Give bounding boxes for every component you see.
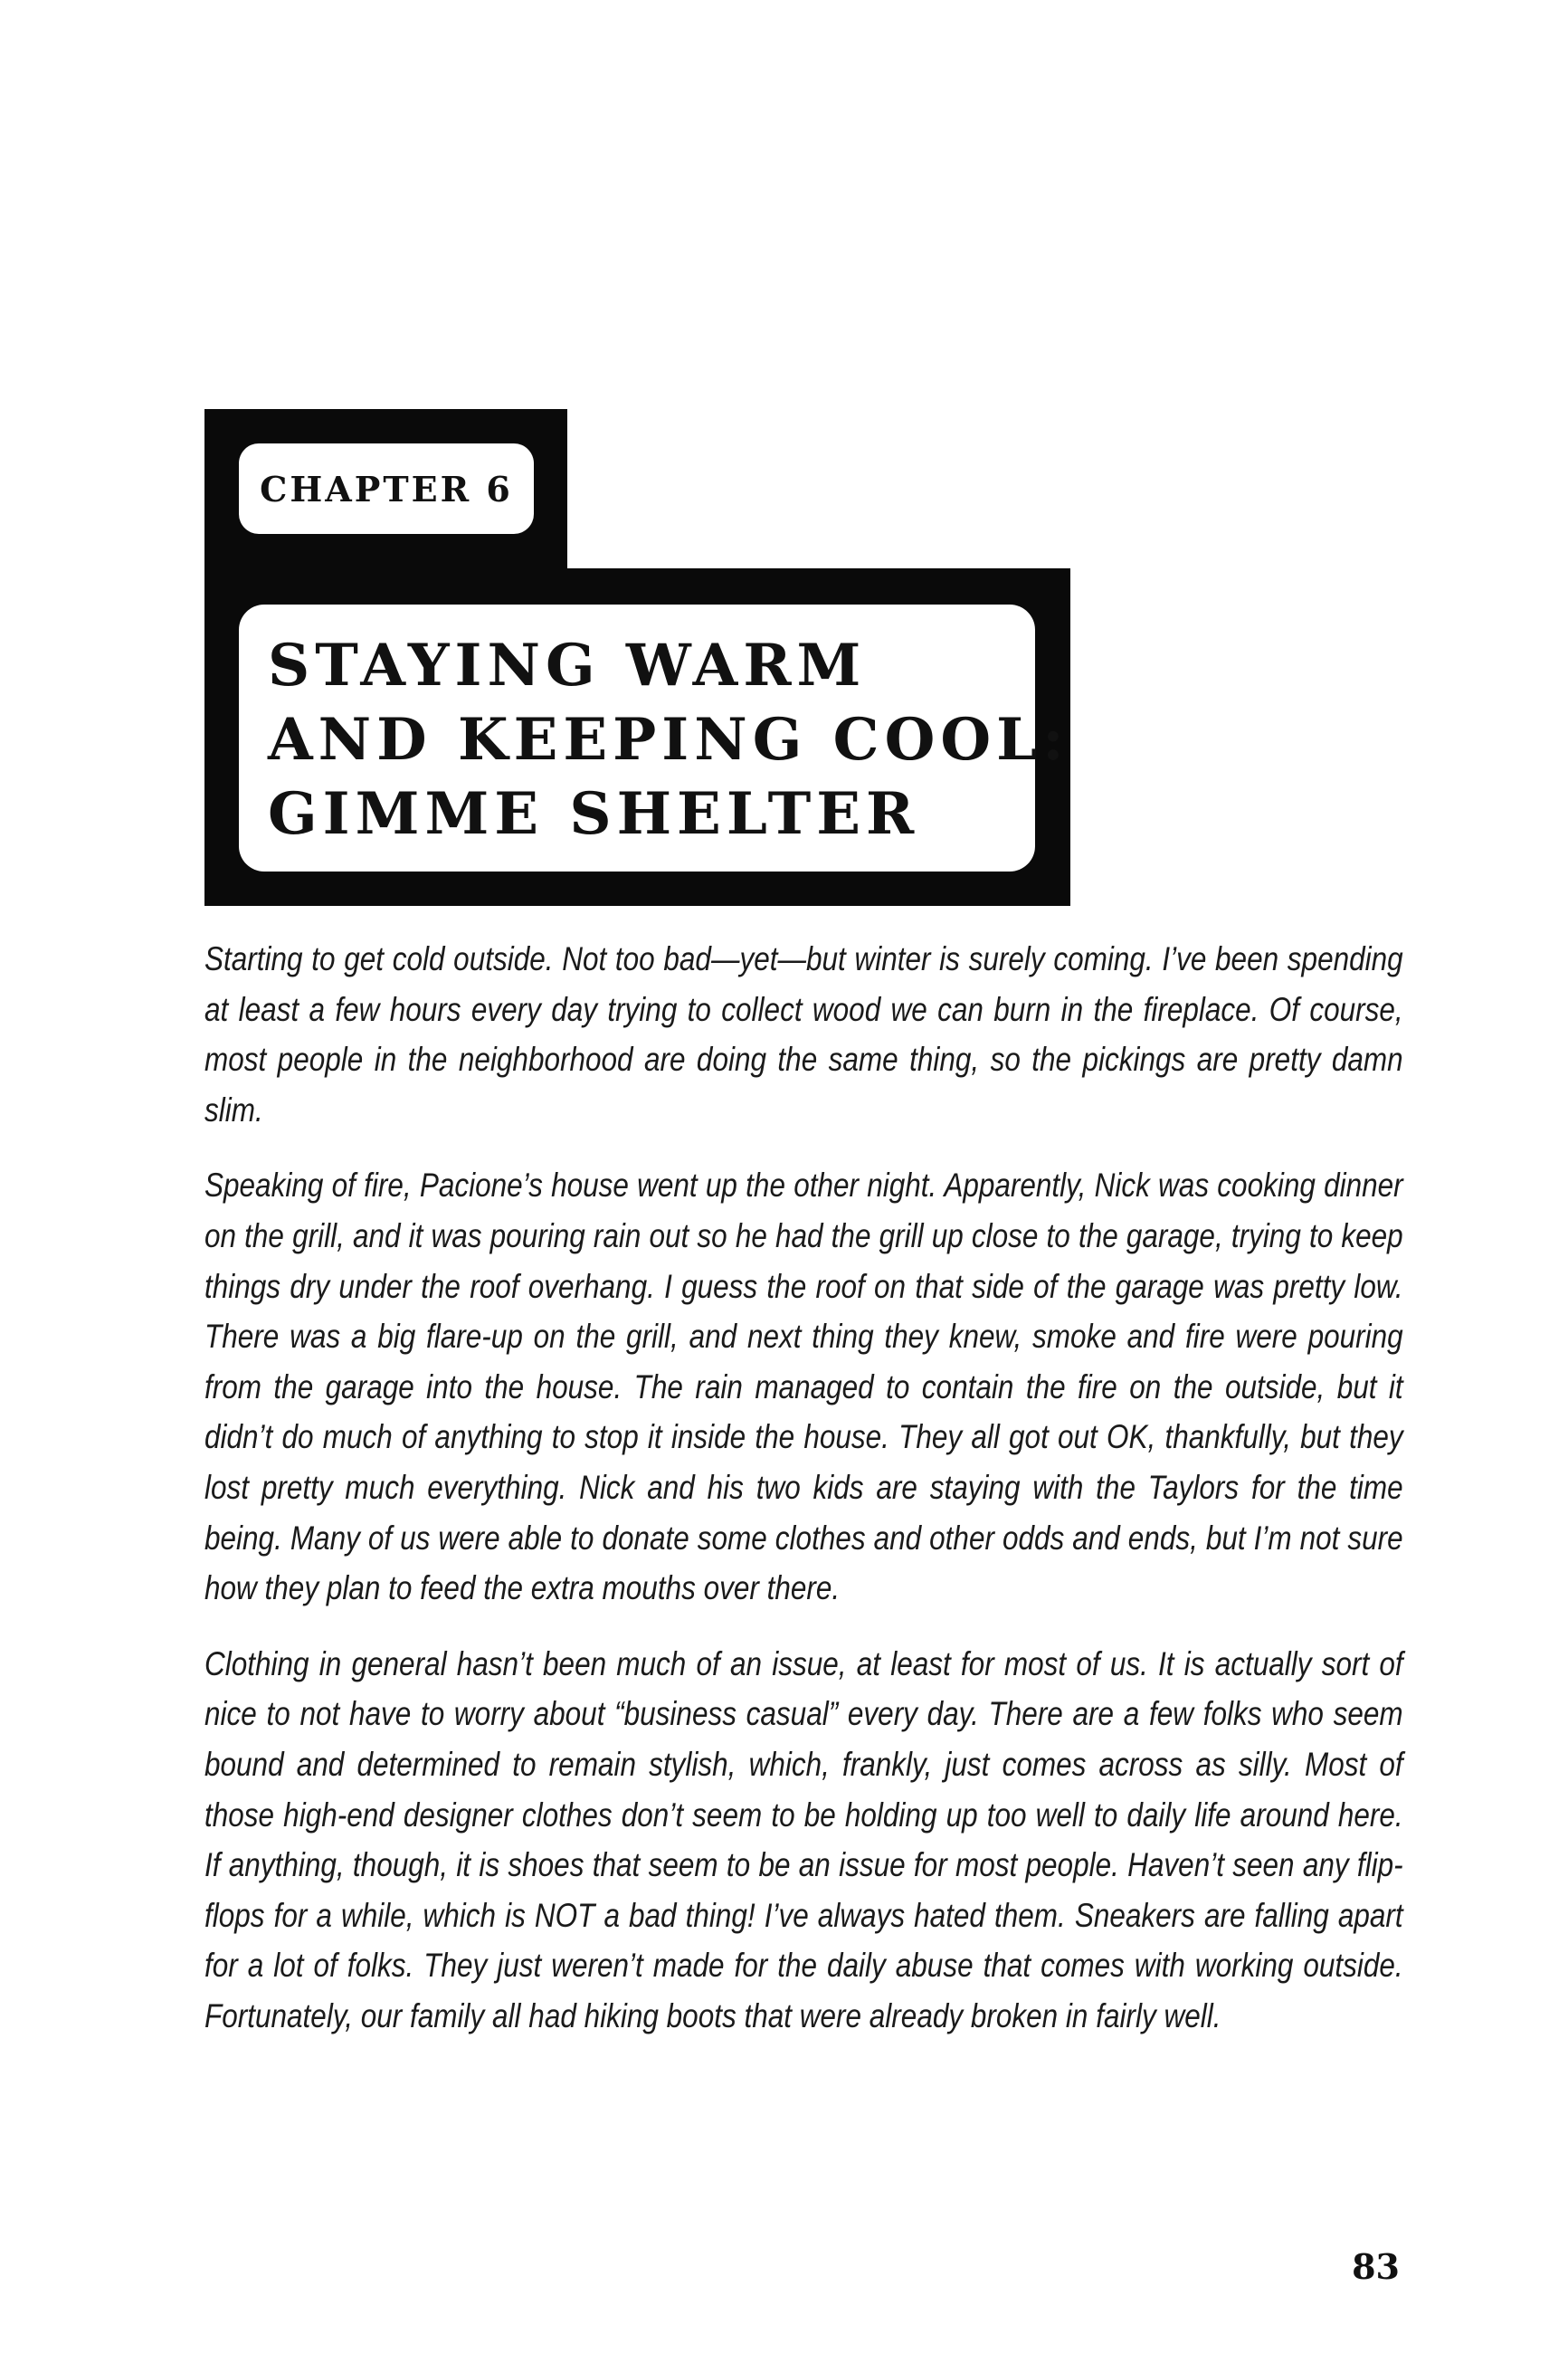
chapter-label: CHAPTER 6: [260, 468, 513, 510]
body-text: [204, 934, 1403, 2066]
chapter-title-line: GIMME SHELTER: [268, 780, 920, 848]
page-number: 83: [1352, 2246, 1400, 2287]
chapter-title-box: [239, 605, 1069, 872]
chapter-label-box: [239, 443, 534, 534]
chapter-title-line: AND KEEPING COOL:: [268, 706, 1069, 774]
paragraph: Speaking of fire, Pacione’s house went up the other night. Apparently, Nick was cooking dinner on the grill, and it was pouring rain out so he had the grill up close to the garage, trying to keep things dry under the roof overhang. I guess the roof on that side of the garage was pretty low. There was a big flare-up on the grill, and next thing they knew, smoke and fire were pouring from the garage into the house. The rain managed to contain the fire on the outside, but it didn’t do much of anything to stop it inside the house. They all got out OK, thankfully, but they lost pretty much everything. Nick and his two kids are staying with the Taylors for the time being. Many of us were able to donate some clothes and other odds and ends, but I’m not sure how they plan to feed the extra mouths over there.: [204, 1166, 1403, 1607]
paragraph: Clothing in general hasn’t been much of an issue, at least for most of us. It is actually sort of nice to not have to worry about “business casual” every day. There are a few folks who seem bound and determined to remain stylish, which, frankly, just comes across as silly. Most of those high-end designer clothes don’t seem to be holding up too well to daily life around here. If anything, though, it is shoes that seem to be an issue for most people. Haven’t seen any flip-flops for a while, which is NOT a bad thing! I’ve always hated them. Sneakers are falling apart for a lot of folks. They just weren’t made for the daily abuse that comes with working outside. Fortunately, our family all had hiking boots that were already broken in fairly well.: [204, 1643, 1403, 2034]
paragraph: Starting to get cold outside. Not too bad—yet—but winter is surely coming. I’ve been spending at least a few hours every day trying to collect wood we can burn in the fireplace. Of course, most people in the neighborhood are doing the same thing, so the pickings are pretty damn slim.: [204, 939, 1403, 1129]
chapter-title-line: STAYING WARM: [268, 632, 867, 700]
